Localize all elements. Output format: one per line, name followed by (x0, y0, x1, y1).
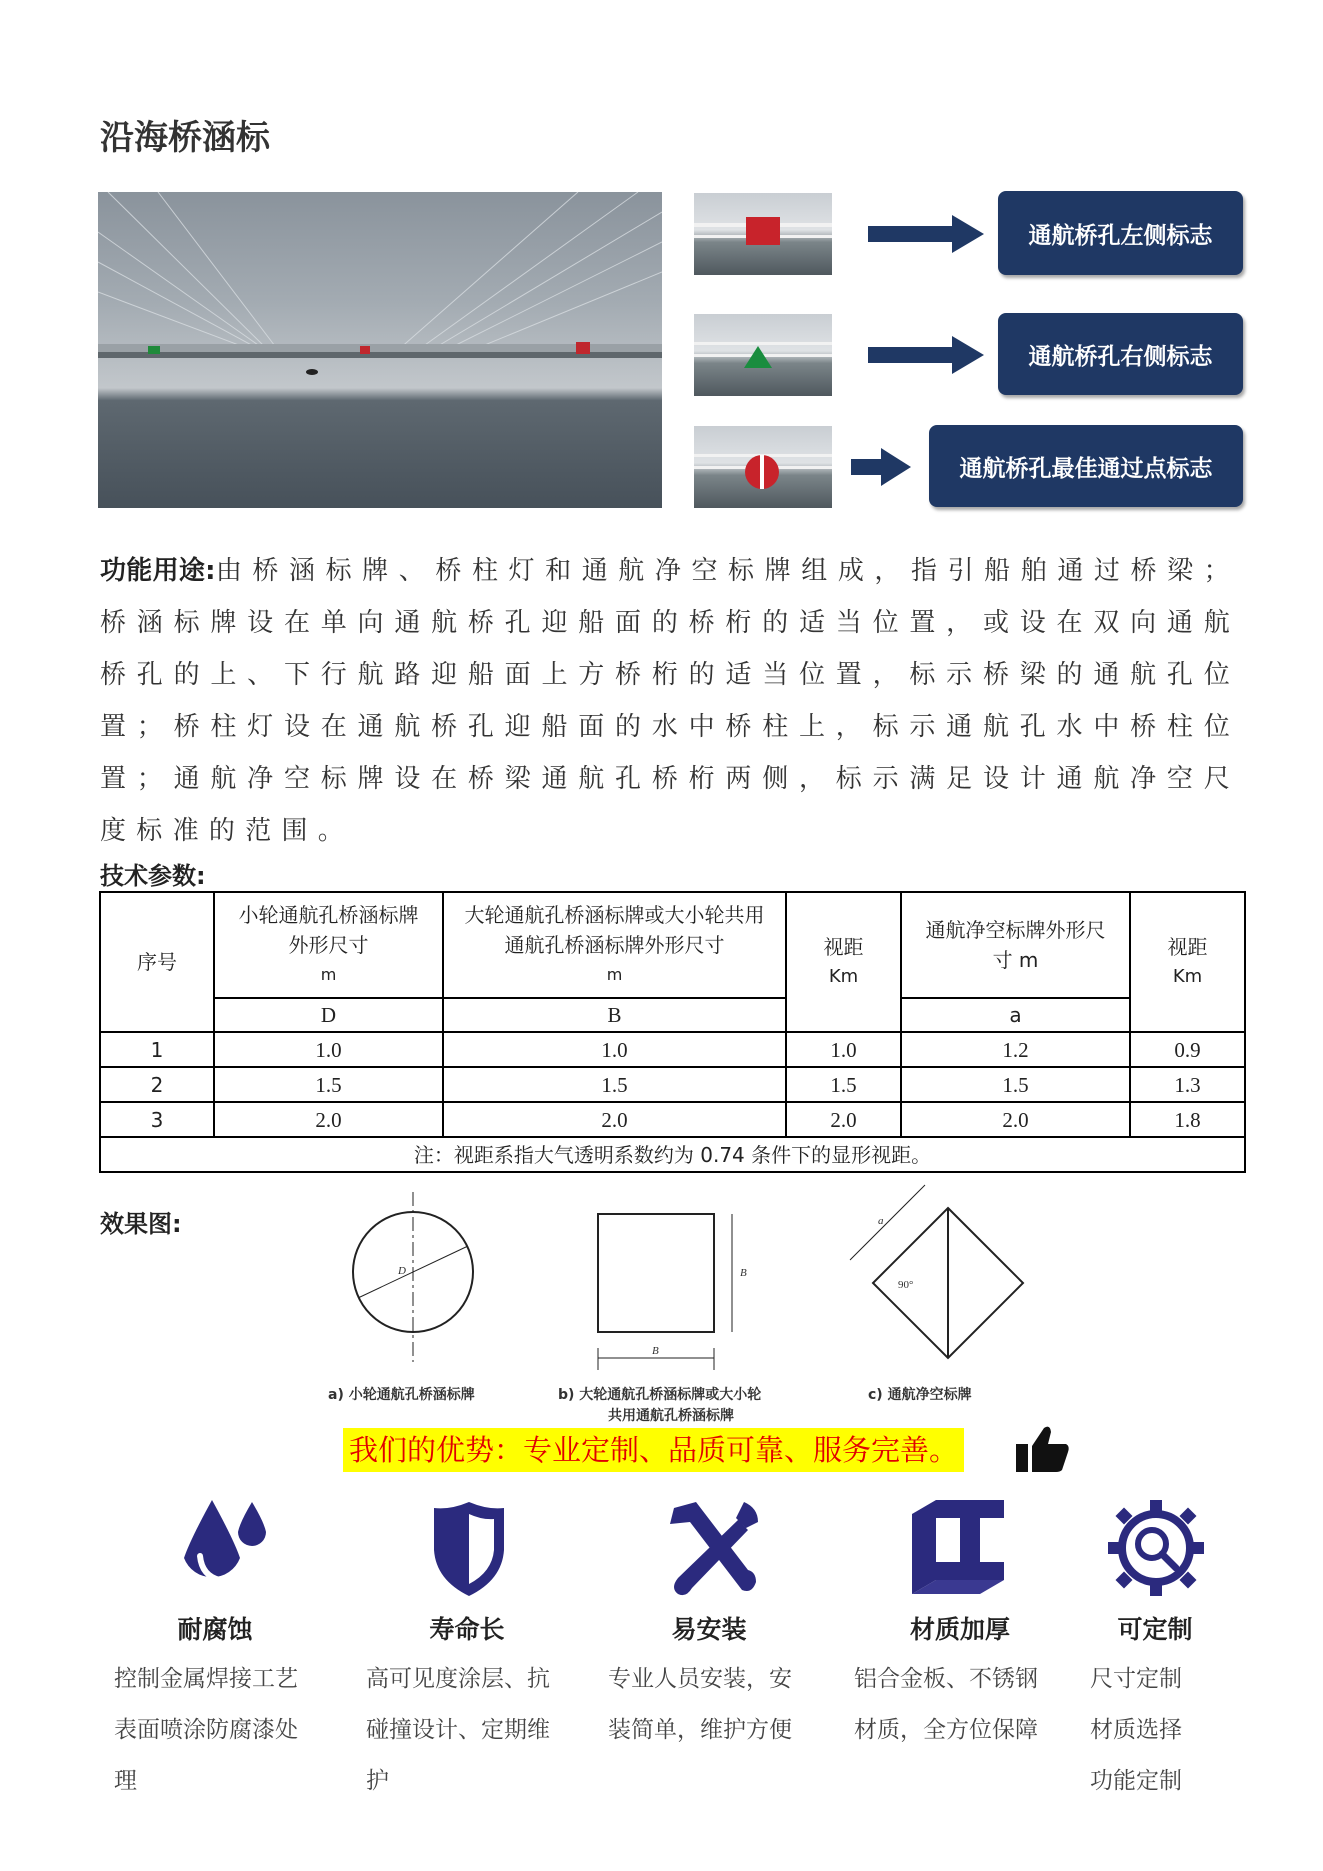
effect-label: 效果图: (100, 1210, 182, 1238)
row-sight-2: 1.3 (1130, 1067, 1245, 1102)
tech-label: 技术参数: (100, 862, 206, 890)
steel-beam-icon (908, 1500, 1008, 1594)
row-a: 1.2 (901, 1032, 1130, 1067)
spec-table (99, 891, 1246, 1173)
symbol-d: D (214, 998, 443, 1032)
caption-b-line1: b) 大轮通航孔桥涵标牌或大小轮 (558, 1387, 762, 1403)
settings-gear-icon (1106, 1498, 1206, 1598)
row-sight-1: 1.5 (786, 1067, 901, 1102)
water-drops-icon (170, 1496, 278, 1596)
thumb-left-sign (694, 193, 832, 275)
header-small: 小轮通航孔桥涵标牌外形尺寸 m (214, 892, 443, 998)
function-paragraph (100, 545, 1240, 857)
function-label: 功能用途: (100, 556, 216, 586)
caption-a: a) 小轮通航孔桥涵标牌 (328, 1387, 475, 1403)
angle-label: 90° (898, 1279, 914, 1291)
callout-right-sign: 通航桥孔右侧标志 (998, 313, 1243, 395)
row-d: 2.0 (214, 1102, 443, 1137)
feature-title: 耐腐蚀 (177, 1615, 253, 1644)
arrow-right-icon (851, 448, 913, 486)
caption-c: c) 通航净空标牌 (868, 1387, 972, 1403)
row-sight-2: 0.9 (1130, 1032, 1245, 1067)
row-index: 1 (100, 1032, 214, 1067)
header-index: 序号 (100, 892, 214, 1032)
row-sight-1: 1.0 (786, 1032, 901, 1067)
callout-best-pass-sign: 通航桥孔最佳通过点标志 (929, 425, 1243, 507)
thumb-best-pass-sign (694, 426, 832, 508)
dim-b-side-label: B (740, 1267, 747, 1279)
feature-description: 尺寸定制 材质选择 功能定制 (1090, 1666, 1182, 1794)
feature-title: 易安装 (671, 1615, 747, 1644)
shield-icon (432, 1500, 506, 1598)
table-note: 注：视距系指大气透明系数约为 0.74 条件下的显形视距。 (100, 1137, 1245, 1172)
tools-icon (660, 1498, 764, 1596)
advantage-slogan: 我们的优势：专业定制、品质可靠、服务完善。 (343, 1428, 964, 1472)
row-sight-2: 1.8 (1130, 1102, 1245, 1137)
row-a: 1.5 (901, 1067, 1130, 1102)
feature-title: 材质加厚 (909, 1615, 1010, 1644)
arrow-right-icon (868, 336, 986, 374)
row-a: 2.0 (901, 1102, 1130, 1137)
symbol-b: B (443, 998, 786, 1032)
thumbs-up-icon (1016, 1424, 1070, 1472)
dim-d-label: D (398, 1265, 406, 1277)
row-d: 1.5 (214, 1067, 443, 1102)
callout-left-sign: 通航桥孔左侧标志 (998, 191, 1243, 275)
header-sight-2: 视距 Km (1130, 892, 1245, 1032)
row-b: 1.5 (443, 1067, 786, 1102)
arrow-right-icon (868, 215, 986, 253)
row-b: 1.0 (443, 1032, 786, 1067)
symbol-a: a (901, 998, 1130, 1032)
row-b: 2.0 (443, 1102, 786, 1137)
row-index: 3 (100, 1102, 214, 1137)
feature-title: 寿命长 (429, 1615, 505, 1644)
page-title: 沿海桥涵标 (100, 118, 270, 158)
header-sight-1: 视距 Km (786, 892, 901, 1032)
function-text: 由桥涵标牌、桥柱灯和通航净空标牌组成，指引船舶通过桥梁；桥涵标牌设在单向通航桥孔迎船面的桥桁的适当位置，或设在双向通航桥孔的上、下行航路迎船面上方桥桁的适当位置，标示桥梁的通航孔位置；桥柱灯设在通航桥孔迎船面的水中桥柱上，标示通航孔水中桥柱位置；通航净空标牌设在桥梁通航孔桥桁两侧，标示满足设计通航净空尺度标准的范围。 (100, 556, 1240, 846)
dim-a-label: a (878, 1215, 884, 1227)
row-d: 1.0 (214, 1032, 443, 1067)
feature-description: 高可见度涂层、抗 碰撞设计、定期维 护 (366, 1666, 550, 1794)
feature-description: 铝合金板、不锈钢 材质，全方位保障 (854, 1666, 1038, 1743)
feature-title: 可定制 (1117, 1615, 1193, 1644)
feature-description: 控制金属焊接工艺 表面喷涂防腐漆处 理 (114, 1666, 298, 1794)
caption-b-line2: 共用通航孔桥涵标牌 (608, 1408, 734, 1424)
thumb-right-sign (694, 314, 832, 396)
sign-diagrams (330, 1180, 1030, 1390)
row-index: 2 (100, 1067, 214, 1102)
dim-b-bottom-label: B (652, 1345, 659, 1357)
row-sight-1: 2.0 (786, 1102, 901, 1137)
feature-description: 专业人员安装，安 装简单，维护方便 (608, 1666, 792, 1743)
bridge-photo (98, 192, 662, 508)
header-clearance: 通航净空标牌外形尺寸 m (901, 892, 1130, 998)
header-large: 大轮通航孔桥涵标牌或大小轮共用通航孔桥涵标牌外形尺寸 m (443, 892, 786, 998)
